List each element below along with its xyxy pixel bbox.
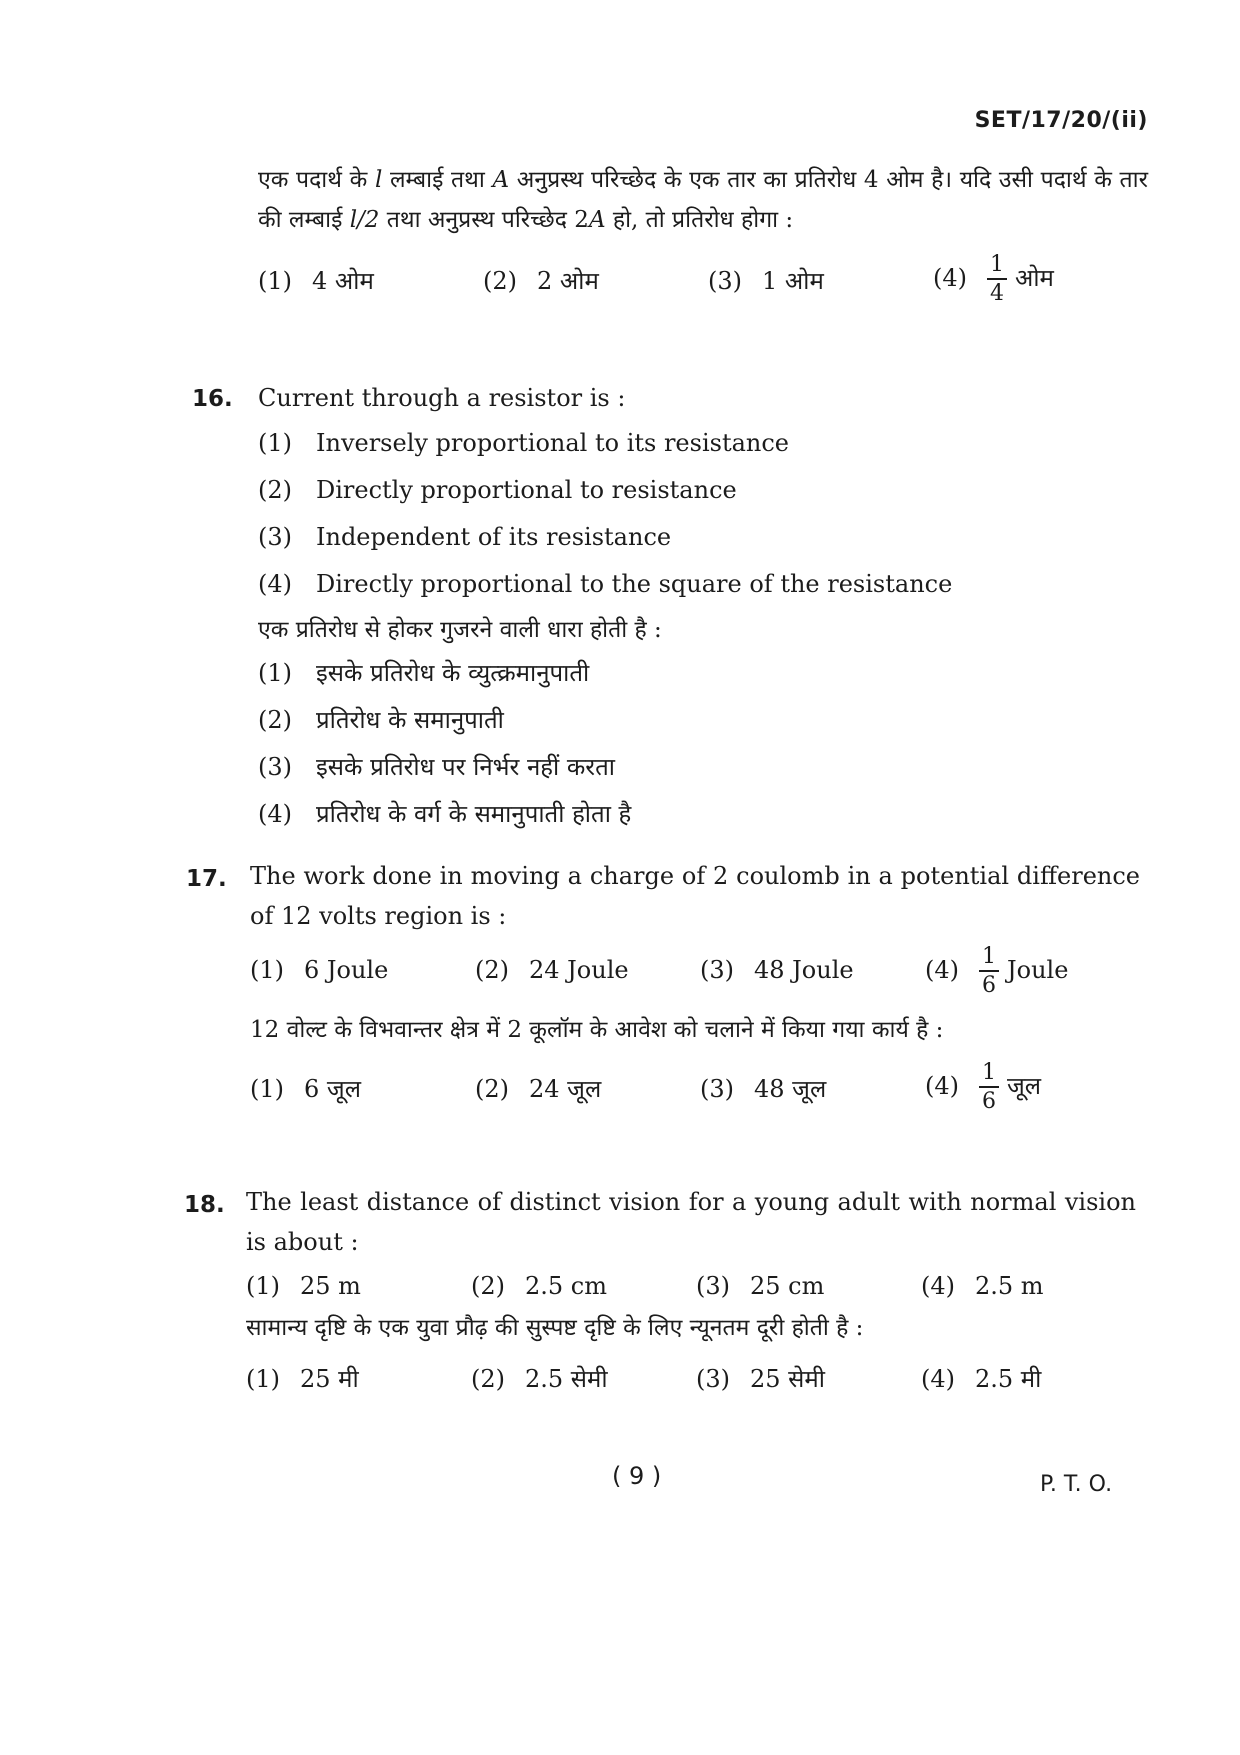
option: (4) $\frac{1}{6}$ Joule (925, 944, 1069, 998)
option: (3) 48 Joule (700, 956, 854, 984)
q17-hindi-question: 12 वोल्ट के विभवान्तर क्षेत्र में 2 कूलॉम के आवेश को चलाने में किया गया कार्य है : (250, 1017, 944, 1043)
q15-hindi-block (258, 160, 1148, 310)
fraction: $\frac{1}{6}$ (979, 1062, 999, 1113)
option: (4) प्रतिरोध के वर्ग के समानुपाती होता है (258, 800, 632, 828)
question-number: 18. (184, 1192, 225, 1218)
q17-question: The work done in moving a charge of 2 coulomb in a potential difference of 12 volts region is : (250, 862, 1140, 930)
q16-block (258, 378, 1148, 838)
option: (2) 24 जूल (475, 1075, 602, 1103)
option: (2) Directly proportional to resistance (258, 476, 737, 504)
question-number: 17. (186, 866, 227, 892)
fraction: $\frac{1}{6}$ (979, 946, 999, 997)
q15-hindi-question: एक पदार्थ के l लम्बाई तथा A अनुप्रस्थ परिच्छेद के एक तार का प्रतिरोध 4 ओम है। यदि उसी पदार्थ के तार की लम्बाई l/2 तथा अनुप्रस्थ परिच्छेद 2A हो, तो प्रतिरोध होगा : (258, 167, 1149, 233)
option: (3) इसके प्रतिरोध पर निर्भर नहीं करता (258, 753, 616, 781)
q18-question: The least distance of distinct vision for a young adult with normal vision is about : (246, 1188, 1136, 1256)
option: (2) 2.5 cm (471, 1272, 607, 1300)
option: (4) Directly proportional to the square of the resistance (258, 570, 953, 598)
option: (1) 6 Joule (250, 956, 389, 984)
fraction: $\frac{1}{4}$ (987, 254, 1007, 305)
option: (1) इसके प्रतिरोध के व्युत्क्रमानुपाती (258, 659, 590, 687)
option: (2) प्रतिरोध के समानुपाती (258, 706, 504, 734)
option: (2) 2 ओम (483, 267, 599, 295)
q18-hindi-options (246, 1352, 1136, 1408)
q16-hindi-options (258, 650, 1148, 838)
option: (1) 6 जूल (250, 1075, 361, 1103)
set-code: SET/17/20/(ii) (974, 108, 1148, 133)
page-number: ( 9 ) (612, 1462, 662, 1490)
q16-question: Current through a resistor is : (258, 384, 626, 412)
option: (2) 2.5 सेमी (471, 1365, 608, 1393)
q17-options (250, 946, 1140, 1002)
option: (4) 2.5 मी (921, 1365, 1042, 1393)
q16-hindi-question: एक प्रतिरोध से होकर गुजरने वाली धारा होती है : (258, 617, 662, 643)
option: (1) 25 m (246, 1272, 361, 1300)
option: (3) 25 cm (696, 1272, 825, 1300)
option: (3) Independent of its resistance (258, 523, 672, 551)
option: (3) 1 ओम (708, 267, 824, 295)
option: (2) 24 Joule (475, 956, 629, 984)
please-turn-over: P. T. O. (1040, 1472, 1113, 1497)
q15-hindi-options (258, 254, 1148, 310)
option: (1) Inversely proportional to its resistance (258, 429, 789, 457)
option: (1) 25 मी (246, 1365, 359, 1393)
option: (4) $\frac{1}{6}$ जूल (925, 1060, 1042, 1114)
option: (4) 2.5 m (921, 1272, 1044, 1300)
question-number: 16. (192, 386, 233, 412)
option: (3) 25 सेमी (696, 1365, 825, 1393)
q18-options (246, 1262, 1136, 1308)
option: (1) 4 ओम (258, 267, 374, 295)
q17-block (250, 856, 1140, 1118)
option: (4) $\frac{1}{4}$ ओम (933, 252, 1054, 306)
q18-block (246, 1182, 1136, 1408)
q18-hindi-question: सामान्य दृष्टि के एक युवा प्रौढ़ की सुस्पष्ट दृष्टि के लिए न्यूनतम दूरी होती है : (246, 1315, 864, 1341)
option: (3) 48 जूल (700, 1075, 827, 1103)
q17-hindi-options (250, 1062, 1140, 1118)
q16-options (258, 420, 1148, 608)
